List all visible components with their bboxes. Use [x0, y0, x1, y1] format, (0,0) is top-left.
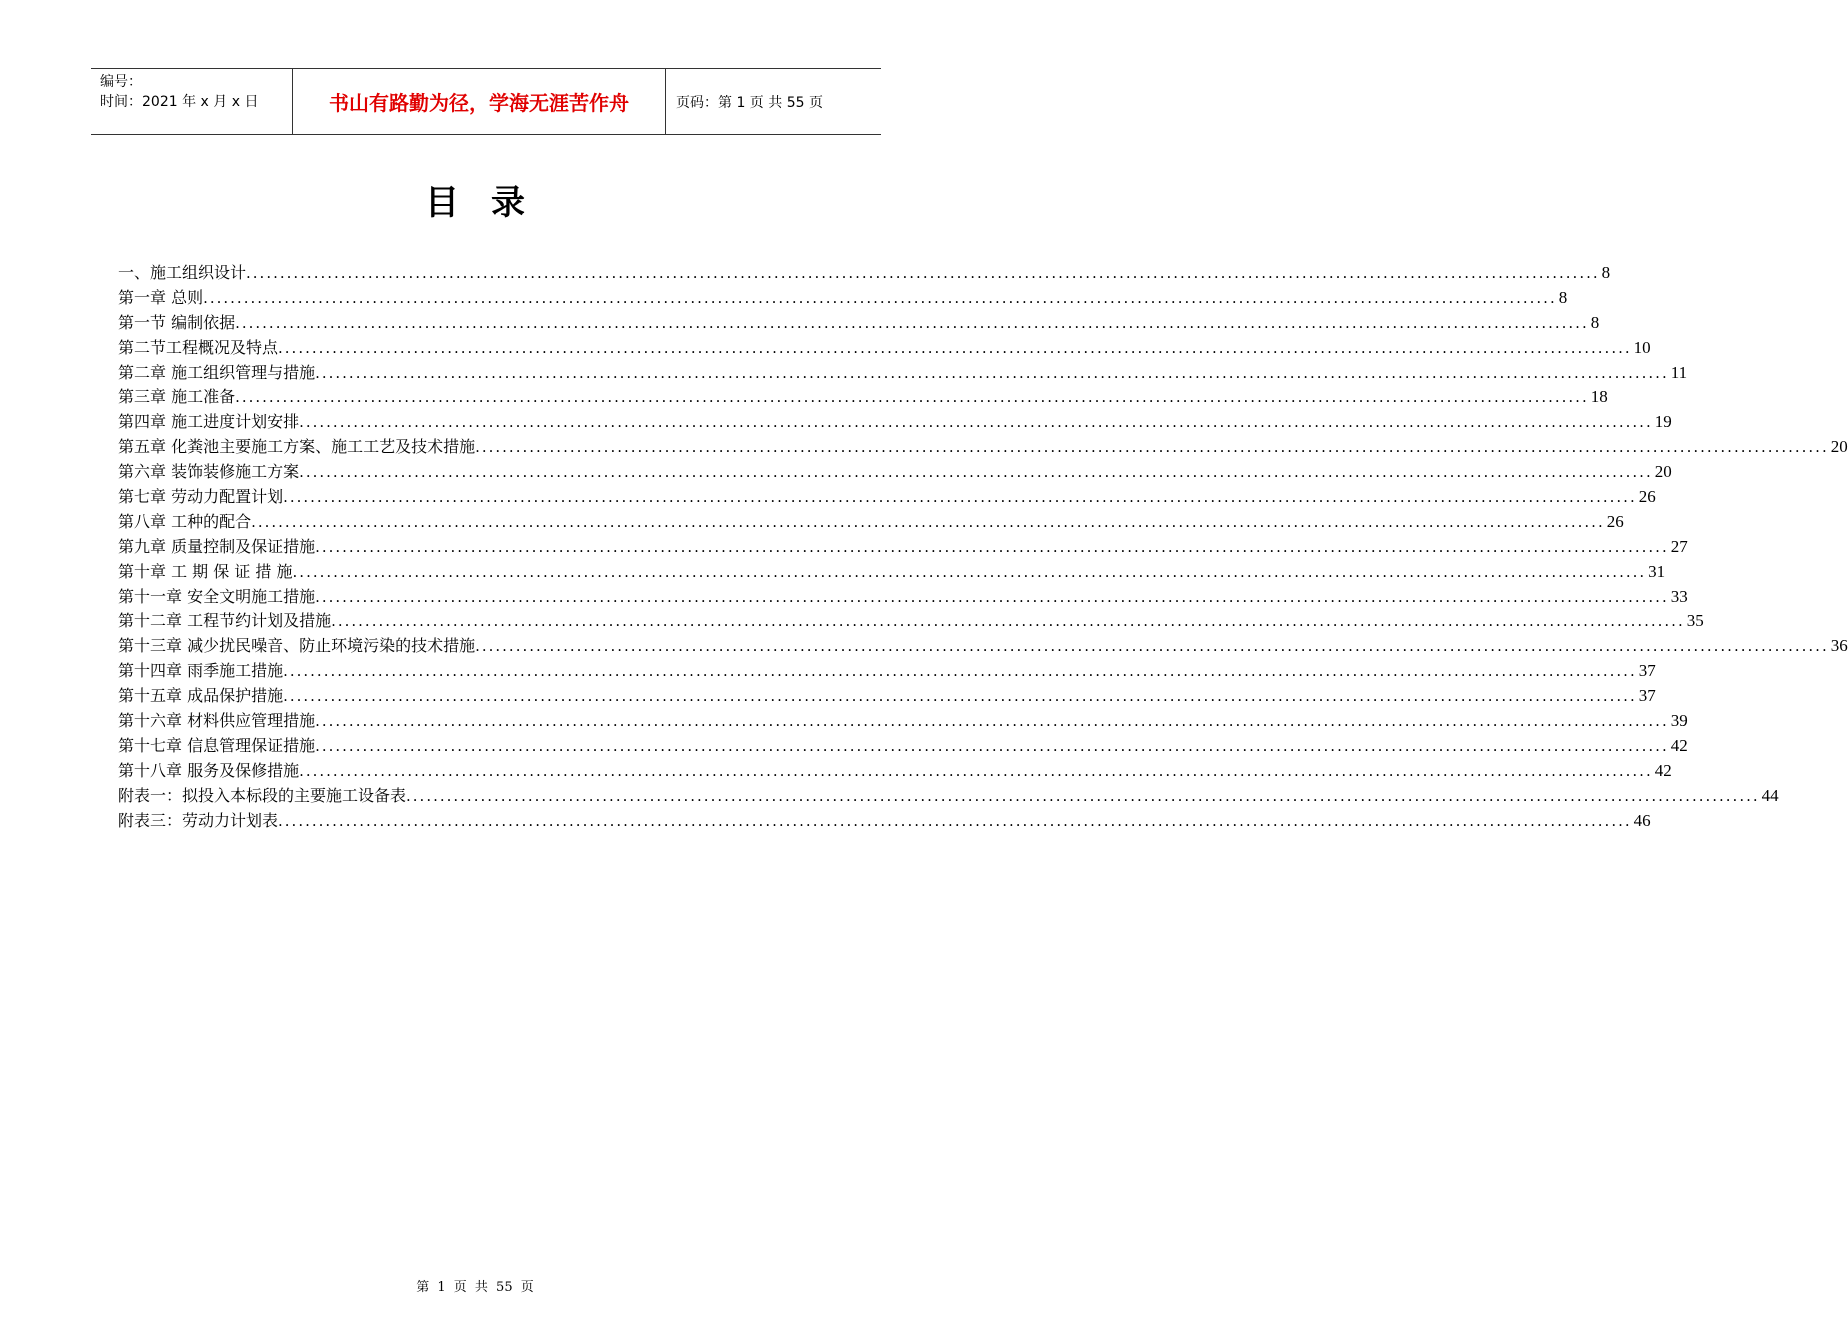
toc-entry-label: 第七章 劳动力配置计划: [118, 487, 284, 507]
toc-entry[interactable]: [118, 658, 1656, 683]
toc-leader-dots: ........................................................................................................................................................................................................: [315, 363, 1669, 382]
toc-leader-dots: ........................................................................................................................................................................................................: [283, 687, 1637, 706]
toc-leader-dots: ........................................................................................................................................................................................................: [246, 264, 1600, 282]
page-footer: 第 1 页 共 55 页: [416, 1280, 534, 1295]
toc-entry-label: 第十五章 成品保护措施: [118, 686, 284, 706]
toc-entry-label: 第一章 总则: [118, 287, 204, 307]
toc-leader-dots: ........................................................................................................................................................................................................: [251, 512, 1605, 531]
toc-entry-page: 37: [1638, 686, 1656, 706]
toc-entry-page: 10: [1633, 337, 1651, 357]
toc-entry-label: 附表一：拟投入本标段的主要施工设备表: [118, 785, 407, 805]
toc-leader-dots: ........................................................................................................................................................................................................: [235, 313, 1589, 332]
toc-entry-page: 35: [1686, 611, 1704, 631]
toc-entry[interactable]: [118, 335, 1651, 360]
toc-entry-label: 第十六章 材料供应管理措施: [118, 711, 316, 731]
toc-entry-page: 37: [1638, 661, 1656, 681]
toc-entry-label: 第三章 施工准备: [118, 387, 236, 407]
toc-leader-dots: ........................................................................................................................................................................................................: [315, 736, 1669, 755]
toc-leader-dots: ........................................................................................................................................................................................................: [278, 338, 1632, 357]
header-page-info: 页码：第 1 页 共 55 页: [676, 94, 823, 111]
toc-leader-dots: ........................................................................................................................................................................................................: [278, 811, 1632, 830]
toc-leader-dots: ........................................................................................................................................................................................................: [299, 413, 1653, 432]
toc-entry-page: 31: [1648, 561, 1666, 581]
toc-entry-page: 8: [1601, 263, 1611, 282]
toc-entry[interactable]: [118, 534, 1688, 559]
toc-entry[interactable]: [118, 708, 1688, 733]
toc-leader-dots: ........................................................................................................................................................................................................: [315, 537, 1669, 556]
toc-entry-label: 第十一章 安全文明施工措施: [118, 586, 316, 606]
toc-entry-page: 8: [1590, 312, 1600, 332]
toc-leader-dots: ........................................................................................................................................................................................................: [299, 463, 1653, 482]
toc-leader-dots: ........................................................................................................................................................................................................: [406, 786, 1760, 805]
toc-entry-page: 27: [1670, 536, 1688, 556]
toc-leader-dots: ........................................................................................................................................................................................................: [283, 488, 1637, 507]
toc-leader-dots: ........................................................................................................................................................................................................: [283, 662, 1637, 681]
page-header: [91, 68, 881, 135]
toc-entry-page: 33: [1670, 586, 1688, 606]
toc-entry-page: 20: [1830, 437, 1848, 457]
toc-entry[interactable]: [118, 758, 1672, 783]
toc-entry[interactable]: [118, 584, 1688, 609]
toc-entry-label: 第八章 工种的配合: [118, 511, 252, 531]
toc-entry-page: 42: [1654, 760, 1672, 780]
toc-entry[interactable]: [118, 310, 1600, 335]
table-of-contents: [118, 260, 1848, 832]
toc-entry[interactable]: [118, 459, 1672, 484]
toc-entry-label: 一、施工组织设计: [118, 263, 247, 282]
toc-entry-label: 第十二章 工程节约计划及措施: [118, 611, 332, 631]
toc-entry[interactable]: [118, 733, 1688, 758]
toc-entry-label: 第十章 工 期 保 证 措 施: [118, 561, 293, 581]
toc-entry-label: 第二节工程概况及特点: [118, 337, 279, 357]
toc-entry-page: 26: [1606, 511, 1624, 531]
toc-entry-page: 36: [1830, 636, 1848, 656]
toc-entry-label: 第十四章 雨季施工措施: [118, 661, 284, 681]
toc-entry-page: 8: [1558, 287, 1568, 307]
toc-entry[interactable]: [118, 559, 1666, 584]
toc-entry-label: 第四章 施工进度计划安排: [118, 412, 300, 432]
toc-entry[interactable]: [118, 409, 1672, 434]
toc-entry-page: 18: [1590, 387, 1608, 407]
toc-entry-label: 第十三章 减少扰民噪音、防止环境污染的技术措施: [118, 636, 476, 656]
document-date: 时间：2021 年 x 月 x 日: [100, 94, 259, 110]
toc-entry-page: 26: [1638, 487, 1656, 507]
toc-entry[interactable]: [118, 608, 1704, 633]
toc-leader-dots: ........................................................................................................................................................................................................: [235, 388, 1589, 407]
toc-entry[interactable]: [118, 808, 1651, 833]
page-title: 目录: [425, 183, 557, 223]
document-number-label: 编号：: [100, 74, 142, 90]
toc-entry-label: 附表三：劳动力计划表: [118, 810, 279, 830]
toc-entry-label: 第一节 编制依据: [118, 312, 236, 332]
toc-entry-label: 第二章 施工组织管理与措施: [118, 362, 316, 382]
toc-entry-label: 第五章 化粪池主要施工方案、施工工艺及技术措施: [118, 437, 476, 457]
toc-entry[interactable]: [118, 683, 1656, 708]
toc-entry[interactable]: [118, 633, 1848, 658]
toc-entry-label: 第十八章 服务及保修措施: [118, 760, 300, 780]
toc-leader-dots: ........................................................................................................................................................................................................: [299, 761, 1653, 780]
toc-leader-dots: ........................................................................................................................................................................................................: [475, 637, 1829, 656]
toc-entry[interactable]: [118, 509, 1624, 534]
toc-entry-page: 20: [1654, 462, 1672, 482]
toc-leader-dots: ........................................................................................................................................................................................................: [475, 438, 1829, 457]
toc-entry-label: 第九章 质量控制及保证措施: [118, 536, 316, 556]
toc-entry[interactable]: [118, 384, 1608, 409]
toc-leader-dots: ........................................................................................................................................................................................................: [315, 587, 1669, 606]
toc-entry-page: 39: [1670, 711, 1688, 731]
toc-entry-page: 19: [1654, 412, 1672, 432]
toc-entry[interactable]: [118, 360, 1688, 385]
toc-entry[interactable]: [118, 434, 1848, 459]
toc-leader-dots: ........................................................................................................................................................................................................: [292, 562, 1647, 581]
toc-entry[interactable]: [118, 260, 1611, 285]
toc-entry-page: 11: [1670, 362, 1688, 382]
header-motto: 书山有路勤为径，学海无涯苦作舟: [293, 69, 666, 134]
toc-entry[interactable]: [118, 783, 1779, 808]
toc-leader-dots: ........................................................................................................................................................................................................: [203, 288, 1557, 307]
toc-entry[interactable]: [118, 285, 1568, 310]
toc-leader-dots: ........................................................................................................................................................................................................: [315, 712, 1669, 731]
header-meta: [91, 69, 293, 134]
toc-entry-page: 42: [1670, 735, 1688, 755]
toc-entry-label: 第十七章 信息管理保证措施: [118, 735, 316, 755]
toc-leader-dots: ........................................................................................................................................................................................................: [331, 612, 1685, 631]
toc-entry[interactable]: [118, 484, 1656, 509]
toc-entry-label: 第六章 装饰装修施工方案: [118, 462, 300, 482]
toc-entry-page: 44: [1761, 785, 1779, 805]
toc-entry-page: 46: [1633, 810, 1651, 830]
